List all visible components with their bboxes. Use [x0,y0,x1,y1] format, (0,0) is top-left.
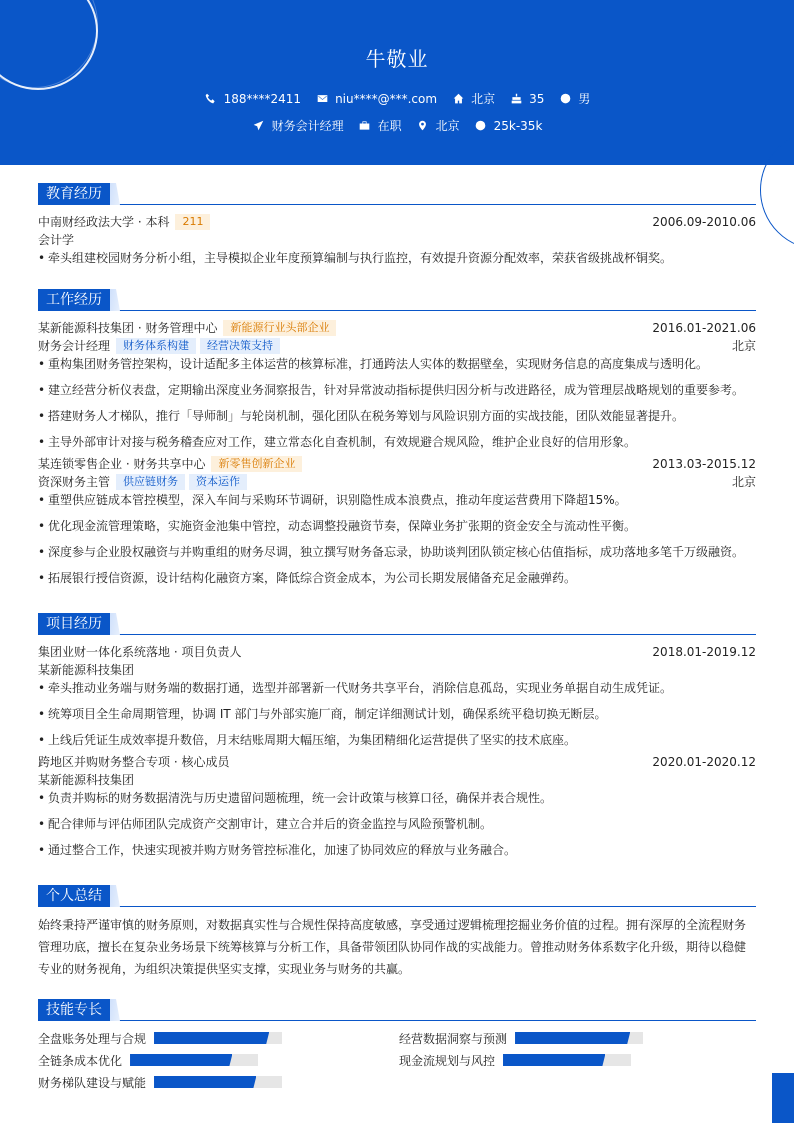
job-role-row [38,473,756,491]
education-bullet: • 牵头组建校园财务分析小组，主导模拟企业年度预算编制与执行监控，有效提升资源分配效率，荣获省级挑战杯铜奖。 [38,249,756,267]
skill-label: 财务梯队建设与赋能 [38,1075,147,1090]
target-position-item [252,117,344,134]
company-name: 某连锁零售企业 · 财务共享中心 [38,457,206,471]
candidate-name: 牛敬业 [365,47,429,71]
job-tag: 财务体系构建 [116,338,196,354]
section-title-tail [110,999,120,1021]
skill-bar [515,1032,643,1044]
major-row [38,231,756,249]
skill-bar-fill [515,1032,630,1044]
gender-text: 男 [578,92,591,106]
salary-text: 25k-35k [493,118,543,133]
job-bullet: • 主导外部审计对接与税务稽查应对工作，建立常态化自查机制，有效规避合规风险，维护企业良好的信用形象。 [38,433,756,455]
job-entry [38,319,756,455]
skill-label: 全链条成本优化 [38,1053,123,1068]
job-role-row [38,337,756,355]
gender-icon [558,92,572,106]
send-icon [252,119,266,133]
skill-bar-fill [154,1076,256,1088]
skill-bar [503,1054,631,1066]
mail-icon [315,92,329,106]
job-date: 2013.03-2015.12 [652,457,756,471]
section-title-label: 项目经历 [38,613,110,635]
skill-bar-fill [503,1054,605,1066]
project-bullet: • 负责并购标的财务数据清洗与历史遗留问题梳理，统一会计政策与核算口径，确保并表合规性。 [38,789,756,815]
job-role: 财务会计经理 [38,339,111,353]
target-city-text: 北京 [435,119,460,133]
job-bullet: • 搭建财务人才梯队，推行「导师制」与轮岗机制，强化团队在税务筹划与风险识别方面的实战技能，团队效能显著提升。 [38,407,756,433]
project-org: 某新能源科技集团 [38,663,135,677]
job-header-row [38,455,756,473]
status-text: 在职 [377,119,402,133]
project-name: 跨地区并购财务整合专项 · 核心成员 [38,755,230,769]
job-bullet: • 拓展银行授信资源，设计结构化融资方案，降低综合资金成本，为公司长期发展储备充足金融弹药。 [38,569,756,587]
section-title-label: 个人总结 [38,885,110,907]
work-section [38,289,756,587]
decorative-corner-block [772,1073,794,1123]
skill-item [399,1029,643,1047]
job-intent-row [0,117,794,134]
job-entry [38,455,756,587]
summary-line: 管理功底，擅长在复杂业务场景下统筹核算与分析工作，具备带领团队协同作战的实战能力。曾推动财务体系数字化升级，期待以稳健 [38,940,747,954]
job-bullet: • 建立经营分析仪表盘，定期输出深度业务洞察报告，针对异常波动指标提供归因分析与改进路径，成为管理层战略规划的重要参考。 [38,381,756,407]
skills-grid [38,1021,756,1093]
company-badge: 新能源行业头部企业 [223,320,336,336]
project-date: 2018.01-2019.12 [652,645,756,659]
phone-item [204,90,301,107]
summary-line: 专业的财务视角，为组织决策提供坚实支撑，实现业务与财务的共赢。 [38,962,411,976]
target-position-text: 财务会计经理 [271,119,344,133]
project-header-row [38,753,756,771]
section-title [38,183,756,205]
section-title [38,613,756,635]
skill-label: 经营数据洞察与预测 [399,1031,508,1046]
section-title-tail [110,183,120,205]
project-bullet: • 通过整合工作，快速实现被并购方财务管控标准化，加速了协同效应的释放与业务融合。 [38,841,756,859]
project-header-row [38,643,756,661]
age-item [509,90,544,107]
company-name: 某新能源科技集团 · 财务管理中心 [38,321,218,335]
school-badge: 211 [175,214,210,230]
project-entry [38,753,756,859]
school-name: 中南财经政法大学 · 本科 [38,215,170,229]
section-title [38,289,756,311]
age-text: 35 [529,91,545,106]
project-bullet: • 统筹项目全生命周期管理，协调 IT 部门与外部实施厂商，制定详细测试计划，确保系统平稳切换无断层。 [38,705,756,731]
home-item [451,90,495,107]
skill-bar-fill [130,1054,232,1066]
target-city-item [416,117,460,134]
phone-text: 188****2411 [223,91,302,106]
project-date: 2020.01-2020.12 [652,755,756,769]
job-date: 2016.01-2021.06 [652,321,756,335]
section-title-tail [110,613,120,635]
skill-bar [130,1054,258,1066]
project-org: 某新能源科技集团 [38,773,135,787]
job-tag: 供应链财务 [116,474,185,490]
skill-item [38,1051,258,1069]
projects-section [38,613,756,859]
section-title-label: 教育经历 [38,183,110,205]
skill-label: 全盘账务处理与合规 [38,1031,147,1046]
email-item [315,90,437,107]
cake-icon [509,92,523,106]
skills-section [38,999,756,1093]
summary-section [38,885,756,980]
major-name: 会计学 [38,233,75,247]
money-icon [474,119,488,133]
education-date: 2006.09-2010.06 [652,215,756,229]
section-title-tail [110,885,120,907]
project-bullet: • 配合律师与评估师团队完成资产交割审计，建立合并后的资金监控与风险预警机制。 [38,815,756,841]
job-header-row [38,319,756,337]
section-title [38,885,756,907]
email-text: niu****@***.com [335,91,438,106]
basic-info-row [0,90,794,107]
job-bullet: • 重塑供应链成本管控模型，深入车间与采购环节调研，识别隐性成本浪费点，推动年度运营费用下降超15%。 [38,491,756,517]
skill-bar [154,1076,282,1088]
job-role: 资深财务主管 [38,475,111,489]
project-org-row [38,771,756,789]
project-bullet: • 上线后凭证生成效率提升数倍，月末结账周期大幅压缩，为集团精细化运营提供了坚实的技术底座。 [38,731,756,753]
job-city: 北京 [731,339,756,353]
location-icon [416,119,430,133]
summary-line: 始终秉持严谨审慎的财务原则，对数据真实性与合规性保持高度敏感，享受通过逻辑梳理挖掘业务价值的过程。拥有深厚的全流程财务 [38,918,747,932]
job-tag: 资本运作 [189,474,247,490]
status-item [358,117,402,134]
skill-item [38,1073,282,1091]
project-name: 集团业财一体化系统落地 · 项目负责人 [38,645,242,659]
section-title [38,999,756,1021]
home-city-text: 北京 [471,92,496,106]
job-city: 北京 [731,475,756,489]
section-title-tail [110,289,120,311]
section-title-label: 工作经历 [38,289,110,311]
education-header-row [38,213,756,231]
skill-label: 现金流规划与风控 [399,1053,496,1068]
job-bullet: • 重构集团财务管控架构，设计适配多主体运营的核算标准，打通跨法人实体的数据壁垒，实现财务信息的高度集成与透明化。 [38,355,756,381]
skill-item [38,1029,282,1047]
summary-text [38,914,756,980]
skill-bar [154,1032,282,1044]
section-title-label: 技能专长 [38,999,110,1021]
company-badge: 新零售创新企业 [211,456,302,472]
education-section [38,183,756,267]
job-tag: 经营决策支持 [200,338,280,354]
skill-bar-fill [154,1032,269,1044]
job-bullet: • 优化现金流管理策略，实施资金池集中管控，动态调整投融资节奏，保障业务扩张期的资金安全与流动性平衡。 [38,517,756,543]
job-bullet: • 深度参与企业股权融资与并购重组的财务尽调，独立撰写财务备忘录，协助谈判团队锁定核心估值指标，成功落地多笔千万级融资。 [38,543,756,569]
phone-icon [204,92,218,106]
project-org-row [38,661,756,679]
project-bullet: • 牵头推动业务端与财务端的数据打通，选型并部署新一代财务共享平台，消除信息孤岛，实现业务单据自动生成凭证。 [38,679,756,705]
home-icon [451,92,465,106]
project-entry [38,643,756,753]
briefcase-icon [358,119,372,133]
gender-item [558,90,590,107]
resume-header [0,0,794,165]
skill-item [399,1051,631,1069]
salary-item [474,117,543,134]
